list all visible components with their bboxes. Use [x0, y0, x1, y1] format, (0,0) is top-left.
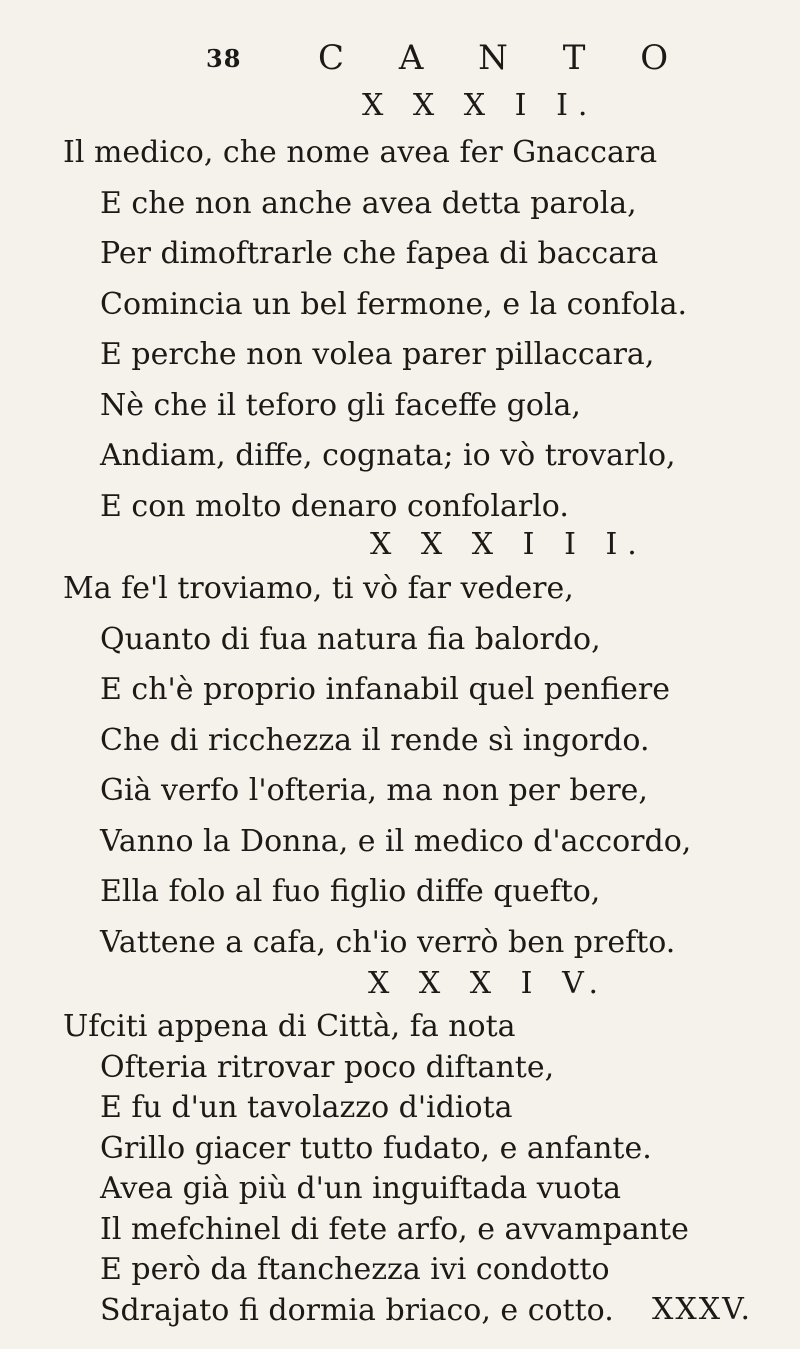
verse-line: E fu d'un tavolazzo d'idiota [100, 1090, 513, 1125]
verse-line: Il mefchinel di fete arfo, e avvampante [100, 1212, 689, 1247]
verse-line: Nè che il teforo gli faceffe gola, [100, 388, 581, 423]
verse-first-line: Il medico, che nome avea fer Gnaccara [63, 135, 658, 170]
catchword: XXXV. [652, 1292, 753, 1327]
verse-line: Andiam, diffe, cognata; io vò trovarlo, [100, 438, 676, 473]
verse-line: Avea già più d'un inguiftada vuota [100, 1171, 622, 1206]
verse-line: E ch'è proprio infanabil quel penfiere [100, 672, 671, 707]
verse-line: Grillo giacer tutto fudato, e anfante. [100, 1131, 652, 1166]
verse-line: E però da ftanchezza ivi condotto [100, 1252, 610, 1287]
verse-line: Vattene a cafa, ch'io verrò ben prefto. [100, 925, 676, 960]
verse-line: Che di ricchezza il rende sì ingordo. [100, 723, 650, 758]
verse-line: Sdrajato fi dormia briaco, e cotto. [100, 1293, 614, 1328]
stanza-heading: X X X I I. [362, 88, 598, 123]
stanza-heading: X X X I V. [368, 966, 609, 1001]
verse-first-line: Ma fe'l troviamo, ti vò far vedere, [63, 571, 574, 606]
verse-first-line: Ufciti appena di Città, fa nota [63, 1009, 516, 1044]
stanza-heading: X X X I I I. [370, 527, 647, 562]
verse-line: Ofteria ritrovar poco diftante, [100, 1050, 555, 1085]
verse-line: E con molto denaro confolarlo. [100, 489, 569, 524]
canto-title: C A N T O [318, 38, 691, 78]
page-number: 38 [206, 44, 242, 73]
verse-line: Quanto di fua natura fia balordo, [100, 622, 601, 657]
verse-line: Già verfo l'ofteria, ma non per bere, [100, 773, 648, 808]
verse-line: Per dimoftrarle che fapea di baccara [100, 236, 659, 271]
verse-line: Comincia un bel fermone, e la confola. [100, 287, 687, 322]
verse-line: Vanno la Donna, e il medico d'accordo, [100, 824, 692, 859]
verse-line: E che non anche avea detta parola, [100, 186, 637, 221]
verse-line: Ella folo al fuo figlio diffe quefto, [100, 874, 601, 909]
page-header [0, 38, 800, 88]
verse-line: E perche non volea parer pillaccara, [100, 337, 655, 372]
